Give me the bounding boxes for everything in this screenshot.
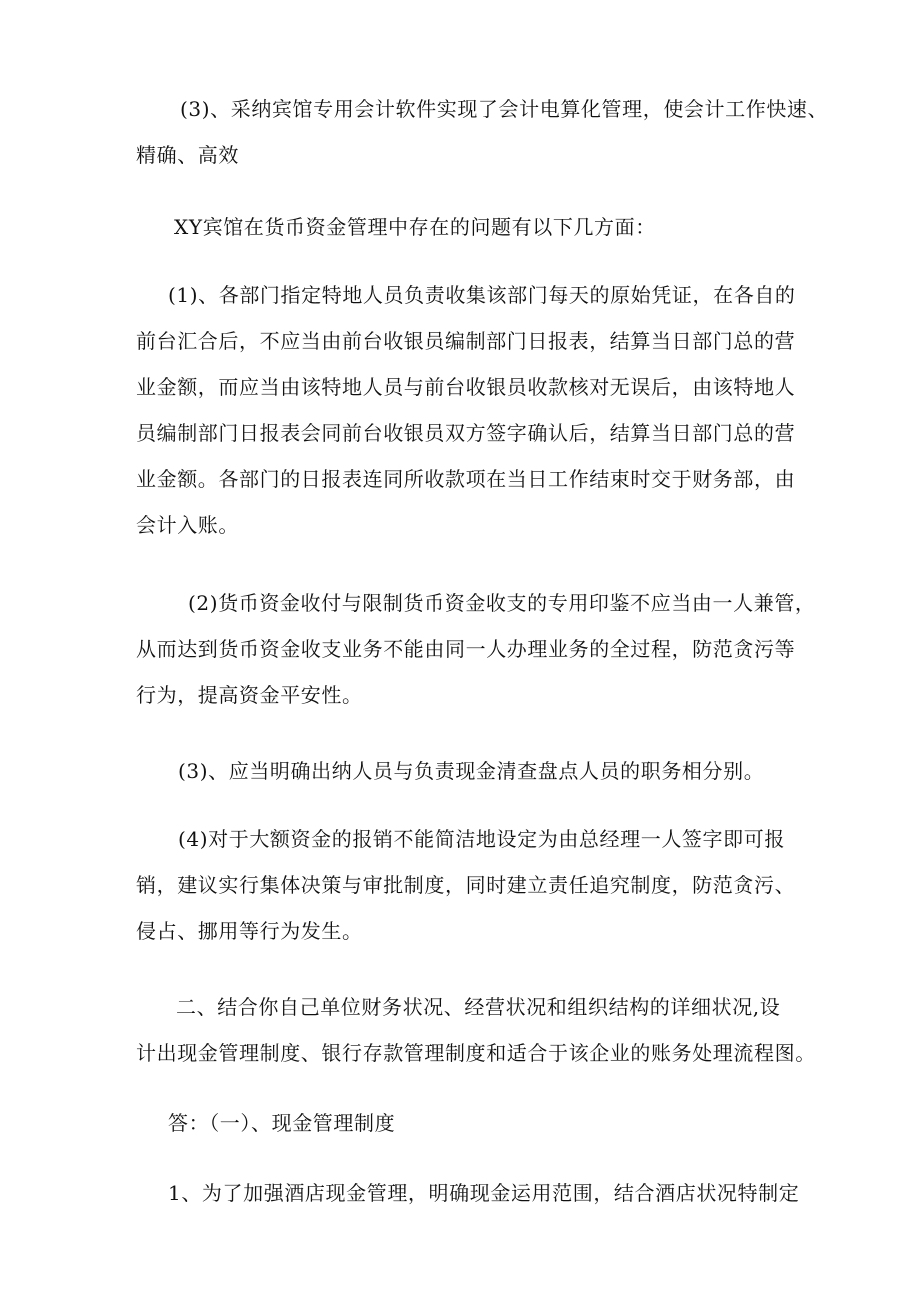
paragraph-cash-rule-1 [136,1170,800,1216]
paragraph-software-efficiency [136,86,829,178]
text-line: 从而达到货币资金收支业务不能由同一人办理业务的全过程，防范贪污等 [136,637,796,661]
paragraph-problems-heading [136,204,800,250]
paragraph-question-two [136,984,816,1076]
text-line: 业金额，而应当由该特地人员与前台收银员收款核对无误后，由该特地人 [136,375,796,399]
text-line: (3)、应当明确出纳人员与负责现金清查盘点人员的职务相分别。 [178,759,765,783]
text-line: 会计入账。 [136,513,239,537]
paragraph-problem-1 [136,272,800,548]
text-line: 精确、高效 [136,143,239,167]
text-line: 业金额。各部门的日报表连同所收款项在当日工作结束时交于财务部，由 [136,467,796,491]
text-line: XY宾馆在货币资金管理中存在的问题有以下几方面： [174,215,656,239]
text-line: (4)对于大额资金的报销不能简洁地设定为由总经理一人签字即可报 [178,827,785,851]
text-line: 员编制部门日报表会同前台收银员双方签字确认后，结算当日部门总的营 [136,421,796,445]
text-line: 二、结合你自己单位财务状况、经营状况和组织结构的详细状况,设 [176,995,781,1019]
paragraph-problem-4 [136,816,800,954]
text-line: 计出现金管理制度、银行存款管理制度和适合于该企业的账务处理流程图。 [136,1041,816,1065]
paragraph-problem-3 [136,748,800,794]
text-line: 1、为了加强酒店现金管理，明确现金运用范围，结合酒店状况特制定 [168,1181,800,1205]
text-line: 销，建议实行集体决策与审批制度，同时建立责任追究制度，防范贪污、 [136,873,796,897]
text-line: (3)、采纳宾馆专用会计软件实现了会计电算化管理，使会计工作快速、 [180,97,829,121]
paragraph-problem-2 [136,580,816,718]
text-line: (1)、各部门指定特地人员负责收集该部门每天的原始凭证，在各自的 [168,283,796,307]
text-line: 侵占、挪用等行为发生。 [136,919,363,943]
text-line: (2)货币资金收付与限制货币资金收支的专用印鉴不应当由一人兼管， [188,591,816,615]
paragraph-answer-heading [136,1100,800,1146]
text-line: 前台汇合后，不应当由前台收银员编制部门日报表，结算当日部门总的营 [136,329,796,353]
text-line: 行为，提高资金平安性。 [136,683,363,707]
text-line: 答：（一）、现金管理制度 [168,1111,396,1135]
